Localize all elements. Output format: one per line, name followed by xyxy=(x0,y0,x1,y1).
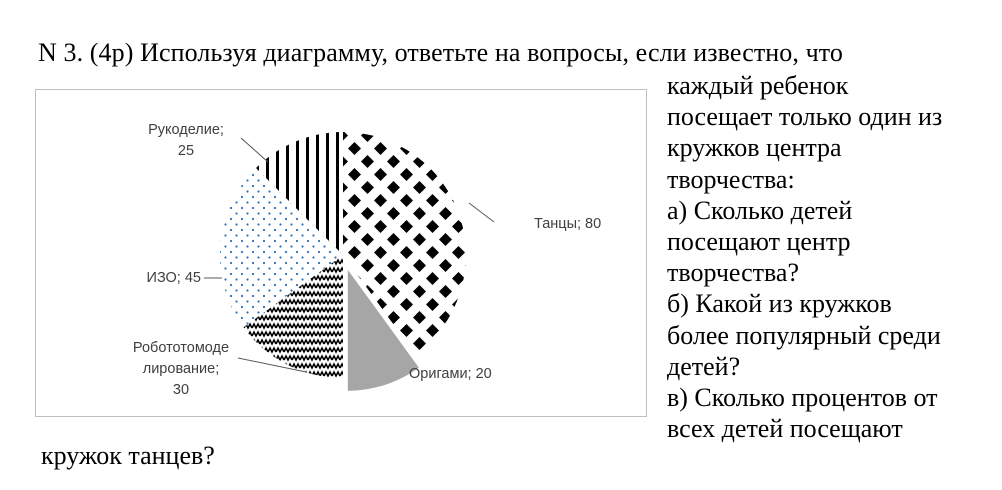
task-header: N 3. (4р) Используя диаграмму, ответьте на вопросы, если известно, что xyxy=(38,38,844,67)
pie-chart-frame xyxy=(35,89,647,417)
question-line: б) Какой из кружков xyxy=(667,289,892,319)
question-line: посещают центр xyxy=(667,227,851,257)
data-label: Танцы; 80 xyxy=(534,216,602,232)
question-line: в) Сколько процентов от xyxy=(667,383,938,413)
question-line: а) Сколько детей xyxy=(667,195,853,225)
question-line: творчества: xyxy=(667,164,795,194)
question-line: кружков центра xyxy=(667,133,842,163)
question-line: творчества? xyxy=(667,258,799,288)
question-line: более популярный среди xyxy=(667,320,941,350)
data-label: ИЗО; 45 xyxy=(146,270,201,286)
question-line: всех детей посещают xyxy=(667,414,903,444)
pie-chart xyxy=(36,90,648,418)
leader-line xyxy=(241,138,268,162)
question-line: каждый ребенок xyxy=(667,71,849,100)
question-line: детей? xyxy=(667,351,741,381)
task-footer: кружок танцев? xyxy=(41,441,215,470)
task-questions xyxy=(667,70,942,444)
data-label: Рукоделие; 25 xyxy=(148,122,224,159)
data-label: Оригами; 20 xyxy=(409,366,492,382)
leader-line xyxy=(469,203,494,222)
question-line: посещает только один из xyxy=(667,102,943,132)
data-label: Робототомоде лирование; 30 xyxy=(132,340,230,398)
